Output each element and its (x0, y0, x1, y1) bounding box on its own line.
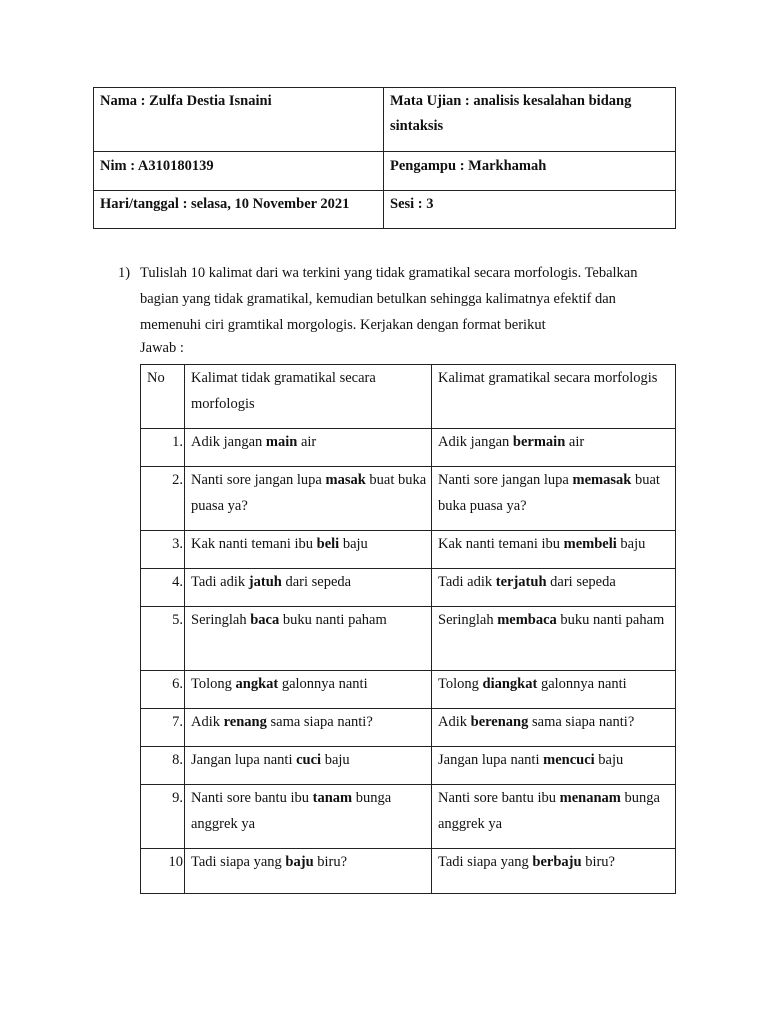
sentence-text: galonnya nanti (278, 676, 368, 692)
ungrammatical-sentence (185, 785, 432, 849)
ungrammatical-sentence (185, 849, 432, 894)
highlighted-word: main (265, 434, 298, 450)
grammatical-sentence (432, 671, 676, 709)
grammatical-sentence (432, 785, 676, 849)
highlighted-word: baju (285, 854, 314, 870)
row-number: 1. (141, 429, 185, 467)
row-number: 5. (141, 607, 185, 671)
highlighted-word: tanam (312, 790, 353, 806)
answer-table-header-row (141, 365, 676, 429)
row-number: 4. (141, 569, 185, 607)
table-row (141, 671, 676, 709)
row-number: 6. (141, 671, 185, 709)
grammatical-sentence (432, 747, 676, 785)
highlighted-word: memasak (572, 472, 632, 488)
table-row (141, 429, 676, 467)
sentence-text: Nanti sore jangan lupa (191, 472, 326, 488)
column-header-right: Kalimat gramatikal secara morfologis (432, 365, 676, 429)
table-row (141, 709, 676, 747)
row-number: 10 (141, 849, 185, 894)
highlighted-word: berbaju (532, 854, 582, 870)
sentence-text: Tadi adik (438, 574, 496, 590)
highlighted-word: bermain (512, 434, 566, 450)
highlighted-word: jatuh (248, 574, 282, 590)
highlighted-word: beli (316, 536, 340, 552)
exam-date: Hari/tanggal : selasa, 10 November 2021 (94, 191, 384, 229)
highlighted-word: cuci (296, 752, 322, 768)
table-row (141, 531, 676, 569)
highlighted-word: membaca (497, 612, 557, 628)
ungrammatical-sentence (185, 467, 432, 531)
sentence-text: Kak nanti temani ibu (191, 536, 317, 552)
grammatical-sentence (432, 849, 676, 894)
ungrammatical-sentence (185, 607, 432, 671)
sentence-text: Nanti sore bantu ibu (438, 790, 560, 806)
table-row (141, 785, 676, 849)
column-header-wrong: Kalimat tidak gramatikal secara morfologis (185, 365, 432, 429)
highlighted-word: berenang (470, 714, 529, 730)
highlighted-word: angkat (235, 676, 279, 692)
highlighted-word: baca (250, 612, 280, 628)
sentence-text: Tadi siapa yang (438, 854, 533, 870)
sentence-text: Seringlah (438, 612, 498, 628)
sentence-text: buku nanti paham (556, 612, 665, 628)
grammatical-sentence (432, 569, 676, 607)
column-header-no: No (141, 365, 185, 429)
ungrammatical-sentence (185, 569, 432, 607)
question-number: 1) (118, 265, 131, 281)
grammatical-sentence (432, 531, 676, 569)
answer-table (140, 364, 676, 894)
sentence-text: baju (339, 536, 368, 552)
sentence-text: Adik (191, 714, 224, 730)
sentence-text: Jangan lupa nanti (438, 752, 544, 768)
highlighted-word: masak (325, 472, 366, 488)
table-row (141, 849, 676, 894)
row-number: 3. (141, 531, 185, 569)
row-number: 2. (141, 467, 185, 531)
sentence-text: Adik (438, 714, 471, 730)
grammatical-sentence (432, 429, 676, 467)
sentence-text: biru? (581, 854, 615, 870)
sentence-text: buat buka puasa ya? (438, 472, 660, 514)
table-row (141, 607, 676, 671)
grammatical-sentence (432, 607, 676, 671)
table-row (141, 747, 676, 785)
sentence-text: Adik jangan (438, 434, 513, 450)
highlighted-word: renang (223, 714, 267, 730)
sentence-text: baju (616, 536, 646, 552)
sentence-text: dari sepeda (281, 574, 352, 590)
exam-session: Sesi : 3 (384, 191, 676, 229)
sentence-text: Nanti sore bantu ibu (191, 790, 313, 806)
sentence-text: Tolong (191, 676, 236, 692)
sentence-text: Kak nanti temani ibu (438, 536, 564, 552)
question-1 (118, 260, 678, 338)
sentence-text: Jangan lupa nanti (191, 752, 297, 768)
ungrammatical-sentence (185, 671, 432, 709)
sentence-text: Adik jangan (191, 434, 266, 450)
row-number: 9. (141, 785, 185, 849)
sentence-text: air (565, 434, 585, 450)
table-row (141, 467, 676, 531)
highlighted-word: terjatuh (495, 574, 547, 590)
sentence-text: baju (594, 752, 624, 768)
row-number: 7. (141, 709, 185, 747)
sentence-text: baju (321, 752, 350, 768)
sentence-text: sama siapa nanti? (266, 714, 373, 730)
question-text: Tulislah 10 kalimat dari wa terkini yang tidak gramatikal secara morfologis. Tebalkan bagian yang tidak gramatikal, kemudian betulkan sehingga kalimatnya efektif dan memenuhi ciri gramtikal morgologis. Kerjakan dengan format berikut (140, 265, 638, 333)
highlighted-word: mencuci (543, 752, 595, 768)
answer-label: Jawab : (140, 340, 184, 356)
ungrammatical-sentence (185, 429, 432, 467)
sentence-text: Nanti sore jangan lupa (438, 472, 573, 488)
grammatical-sentence (432, 467, 676, 531)
table-row (141, 569, 676, 607)
sentence-text: buku nanti paham (279, 612, 387, 628)
sentence-text: Tolong (438, 676, 483, 692)
sentence-text: bunga anggrek ya (191, 790, 392, 832)
sentence-text: Tadi siapa yang (191, 854, 286, 870)
sentence-text: sama siapa nanti? (528, 714, 635, 730)
ungrammatical-sentence (185, 531, 432, 569)
sentence-text: bunga anggrek ya (438, 790, 660, 832)
lecturer: Pengampu : Markhamah (384, 152, 676, 191)
highlighted-word: diangkat (482, 676, 538, 692)
student-name: Nama : Zulfa Destia Isnaini (94, 88, 384, 152)
sentence-text: dari sepeda (546, 574, 616, 590)
sentence-text: Tadi adik (191, 574, 249, 590)
identity-table (93, 87, 676, 229)
sentence-text: air (297, 434, 317, 450)
sentence-text: Seringlah (191, 612, 251, 628)
highlighted-word: menanam (559, 790, 621, 806)
sentence-text: galonnya nanti (537, 676, 627, 692)
grammatical-sentence (432, 709, 676, 747)
ungrammatical-sentence (185, 747, 432, 785)
row-number: 8. (141, 747, 185, 785)
sentence-text: buat buka puasa ya? (191, 472, 427, 514)
highlighted-word: membeli (563, 536, 617, 552)
exam-subject: Mata Ujian : analisis kesalahan bidang sintaksis (384, 88, 676, 152)
sentence-text: biru? (313, 854, 348, 870)
ungrammatical-sentence (185, 709, 432, 747)
student-nim: Nim : A310180139 (94, 152, 384, 191)
